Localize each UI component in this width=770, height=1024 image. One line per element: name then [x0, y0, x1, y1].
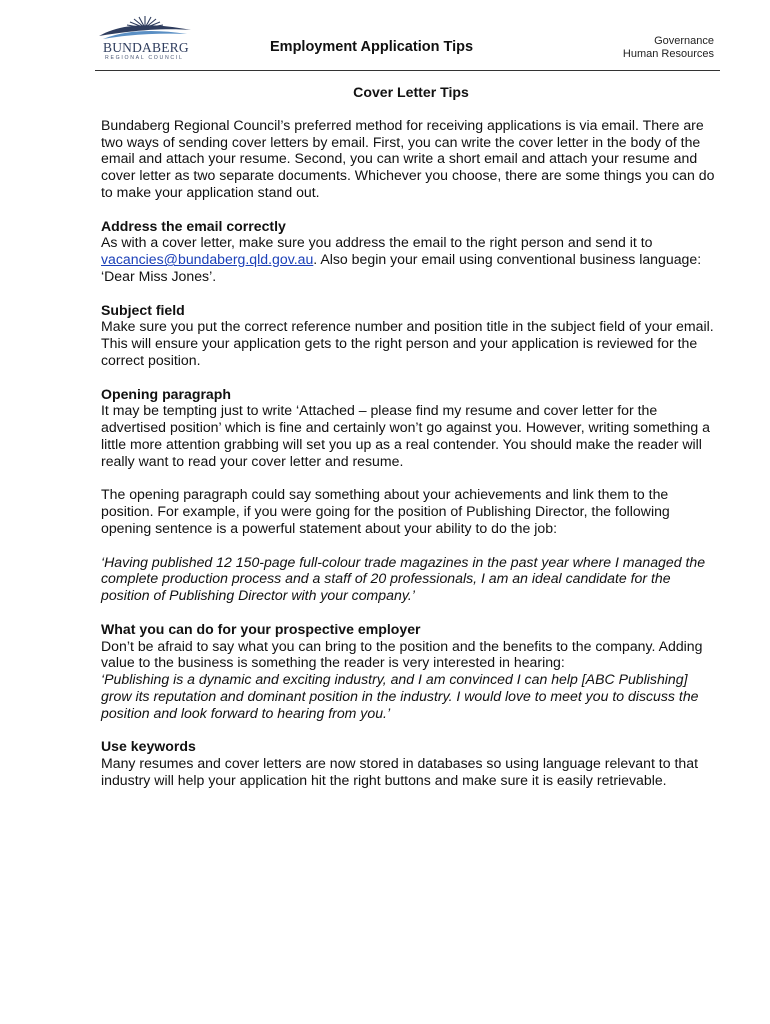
logo-name: BUNDABERG [103, 40, 189, 55]
vacancies-email-link[interactable]: vacancies@bundaberg.qld.gov.au [101, 251, 314, 268]
keywords-heading: Use keywords [101, 738, 196, 755]
subject-heading: Subject field [101, 301, 185, 318]
address-text-after: . Also begin your email using conventional business language: ‘Dear Miss Jones’. [101, 251, 702, 284]
keywords-section [101, 738, 721, 788]
header-divider [95, 70, 720, 71]
employer-section [101, 621, 721, 722]
header-department: Governance [654, 35, 714, 47]
intro-paragraph: Bundaberg Regional Council’s preferred method for receiving applications is via email. There are two ways of sending cover letters by email. First, you can write the cover letter in the body of the email and attach your resume. Second, you can write a short email and attach your resume and cover letter as two separate documents. Whichever you choose, there are some things you can do to make your application stand out. [101, 116, 715, 200]
address-heading: Address the email correctly [101, 217, 286, 234]
subject-section [101, 302, 721, 369]
keywords-text: Many resumes and cover letters are now stored in databases so using language relevant to that industry will help your application hit the right buttons and make sure it is easily retrievable. [101, 755, 698, 788]
subject-text: Make sure you put the correct reference number and position title in the subject field of your email. This will ensure your application gets to the right person and your application is reviewed for the correct position. [101, 318, 714, 368]
council-logo [95, 14, 195, 60]
address-section [101, 218, 721, 285]
employer-quote: ‘Publishing is a dynamic and exciting industry, and I am convinced I can help [ABC Publishing] grow its reputation and dominant position in the industry. I would love to meet you to discuss the position and look forward to hearing from you.’ [101, 671, 699, 721]
section-title: Cover Letter Tips [353, 84, 469, 100]
opening-heading: Opening paragraph [101, 385, 231, 402]
employer-text: Don’t be afraid to say what you can bring to the position and the benefits to the company. Adding value to the business is something the reader is very interested in hearing: [101, 637, 703, 671]
header-department-block [623, 35, 714, 61]
opening-text-2: The opening paragraph could say something about your achievements and link them to the position. For example, if you were going for the position of Publishing Director, the following opening sentence is a powerful statement about your ability to do the job: [101, 486, 670, 536]
address-text-before: As with a cover letter, make sure you address the email to the right person and send it to [101, 234, 653, 251]
opening-text: It may be tempting just to write ‘Attached – please find my resume and cover letter for the advertised position’ which is fine and certainly won’t go against you. However, writing something a little more attention grabbing will set you up as a real contender. You should make the reader will really want to read your cover letter and resume. [101, 402, 710, 469]
page-title: Employment Application Tips [270, 39, 474, 55]
opening-section [101, 386, 721, 470]
logo-subtitle: REGIONAL COUNCIL [105, 55, 184, 61]
header-unit: Human Resources [622, 48, 714, 60]
employer-heading: What you can do for your prospective employer [101, 620, 421, 637]
document-body [101, 84, 721, 805]
opening-quote: ‘Having published 12 150-page full-colour trade magazines in the past year where I managed the complete production process and a staff of 20 professionals, I am an ideal candidate for the position of Publishing Director with your company.’ [101, 553, 706, 604]
page-header [95, 14, 720, 72]
